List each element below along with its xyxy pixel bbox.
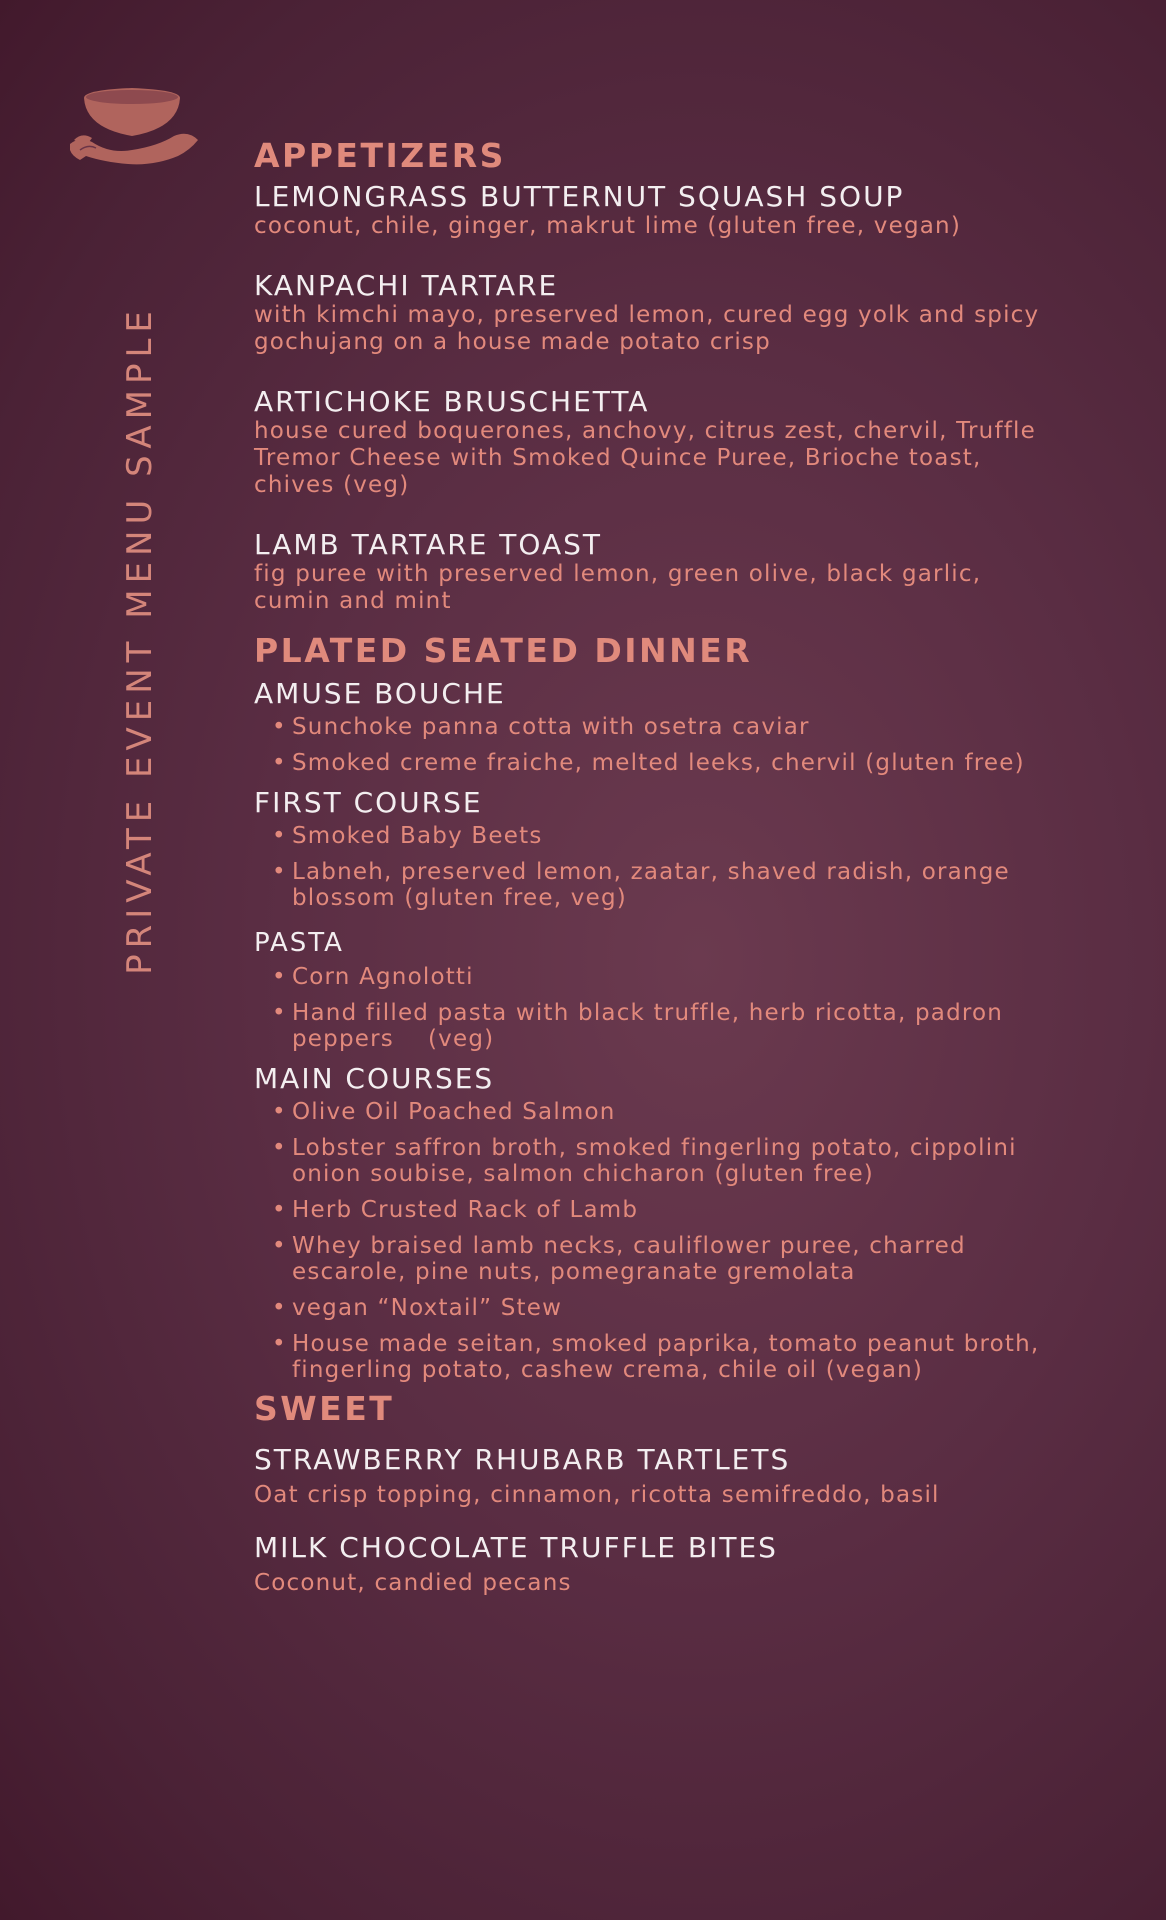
course	[254, 1062, 1054, 1383]
course	[254, 786, 1054, 911]
menu-item	[254, 1443, 1054, 1509]
menu-item	[254, 1531, 1054, 1597]
item-name: MILK CHOCOLATE TRUFFLE BITES	[254, 1531, 778, 1564]
item-name: STRAWBERRY RHUBARB TARTLETS	[254, 1443, 791, 1476]
course-items	[254, 1099, 1054, 1383]
course	[254, 927, 1054, 1052]
item-name: LEMONGRASS BUTTERNUT SQUASH SOUP	[254, 180, 905, 213]
list-item: • Labneh, preserved lemon, zaatar, shaved radish, orange blossom (gluten free, veg)	[272, 859, 1054, 911]
course-items	[254, 964, 1054, 1052]
item-name: ARTICHOKE BRUSCHETTA	[254, 385, 650, 418]
item-name: KANPACHI TARTARE	[254, 269, 559, 302]
list-item: • Herb Crusted Rack of Lamb	[272, 1197, 1054, 1223]
list-item: • Whey braised lamb necks, cauliflower puree, charred escarole, pine nuts, pomegranate gremolata	[272, 1233, 1054, 1285]
course-name: AMUSE BOUCHE	[254, 677, 506, 710]
list-item: • Olive Oil Poached Salmon	[272, 1099, 1054, 1125]
list-item: • Corn Agnolotti	[272, 964, 1054, 990]
bowl-hands-logo-icon	[70, 80, 200, 175]
menu-item	[254, 385, 1054, 499]
menu-content	[254, 136, 1054, 1597]
vertical-menu-title: PRIVATE EVENT MENU SAMPLE	[120, 305, 160, 975]
list-item: • Smoked Baby Beets	[272, 823, 1054, 849]
list-item: • Hand filled pasta with black truffle, herb ricotta, padron peppers (veg)	[272, 1000, 1054, 1052]
sweet-heading: SWEET	[254, 1389, 395, 1428]
item-description: Oat crisp topping, cinnamon, ricotta semifreddo, basil	[254, 1482, 940, 1508]
menu-item	[254, 180, 1054, 240]
item-description: coconut, chile, ginger, makrut lime (gluten free, vegan)	[254, 213, 961, 239]
item-description: with kimchi mayo, preserved lemon, cured egg yolk and spicy gochujang on a house made potato crisp	[254, 302, 1040, 355]
list-item: • House made seitan, smoked paprika, tomato peanut broth, fingerling potato, cashew crema, chile oil (vegan)	[272, 1331, 1054, 1383]
appetizers-heading: APPETIZERS	[254, 136, 506, 175]
item-description: house cured boquerones, anchovy, citrus zest, chervil, Truffle Tremor Cheese with Smoked Quince Puree, Brioche toast, chives (veg)	[254, 418, 1036, 498]
course-name: MAIN COURSES	[254, 1062, 495, 1095]
list-item: • vegan “Noxtail” Stew	[272, 1295, 1054, 1321]
list-item: • Smoked creme fraiche, melted leeks, chervil (gluten free)	[272, 750, 1054, 776]
list-item: • Lobster saffron broth, smoked fingerling potato, cippolini onion soubise, salmon chicharon (gluten free)	[272, 1135, 1054, 1187]
dinner-heading: PLATED SEATED DINNER	[254, 631, 753, 670]
course-name: FIRST COURSE	[254, 786, 483, 819]
course-name: PASTA	[254, 928, 344, 958]
course-items	[254, 823, 1054, 911]
menu-item	[254, 528, 1054, 615]
item-description: fig puree with preserved lemon, green olive, black garlic, cumin and mint	[254, 561, 982, 614]
course	[254, 677, 1054, 776]
item-description: Coconut, candied pecans	[254, 1570, 572, 1596]
list-item: • Sunchoke panna cotta with osetra caviar	[272, 714, 1054, 740]
item-name: LAMB TARTARE TOAST	[254, 528, 602, 561]
course-items	[254, 714, 1054, 776]
menu-item	[254, 269, 1054, 356]
